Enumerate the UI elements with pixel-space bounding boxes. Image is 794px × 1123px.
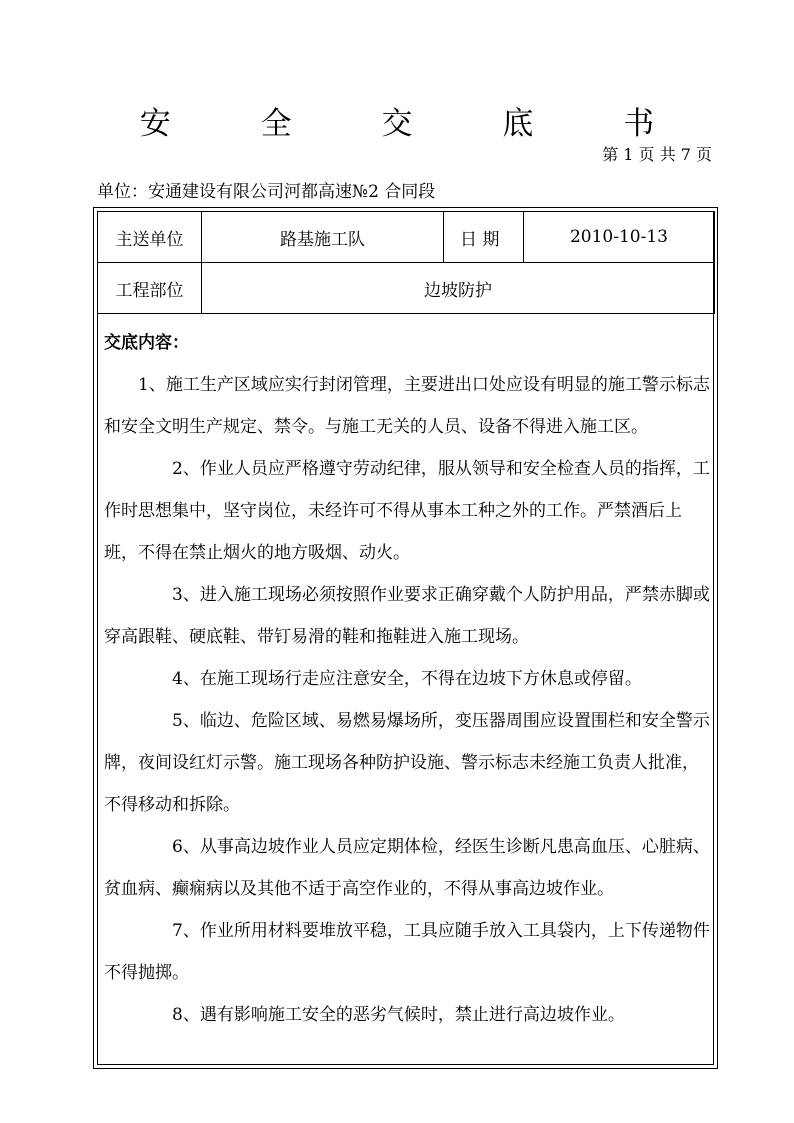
sender-label: 主送单位: [98, 212, 202, 263]
content-item-1: 1、施工生产区域应实行封闭管理，主要进出口处应设有明显的施工警示标志和安全文明生产规定、禁令。与施工无关的人员、设备不得进入施工区。: [104, 375, 710, 437]
location-value: 边坡防护: [202, 263, 715, 314]
table-row-sender: [98, 212, 715, 263]
info-table: [97, 211, 715, 314]
page-info: 第 1 页 共 7 页: [602, 145, 712, 164]
content-item-7: 7、作业所用材料要堆放平稳，工具应随手放入工具袋内，上下传递物件不得抛掷。: [104, 921, 710, 983]
content-label: 交底内容：: [104, 333, 189, 353]
content-body: [104, 364, 710, 1036]
content-item-8: 8、遇有影响施工安全的恶劣气候时，禁止进行高边坡作业。: [172, 1005, 625, 1025]
content-item-2: 2、作业人员应严格遵守劳动纪律，服从领导和安全检查人员的指挥，工作时思想集中，坚守岗位，未经许可不得从事本工种之外的工作。严禁酒后上班，不得在禁止烟火的地方吸烟、动火。: [104, 459, 710, 563]
date-label: 日 期: [444, 212, 524, 263]
content-item-5: 5、临边、危险区域、易燃易爆场所，变压器周围应设置围栏和安全警示牌，夜间设红灯示警。施工现场各种防护设施、警示标志未经施工负责人批准，不得移动和拆除。: [104, 711, 710, 815]
content-item-4: 4、在施工现场行走应注意安全，不得在边坡下方休息或停留。: [172, 669, 642, 689]
content-item-6: 6、从事高边坡作业人员应定期体检，经医生诊断凡患高血压、心脏病、贫血病、癫痫病以及其他不适于高空作业的，不得从事高边坡作业。: [104, 837, 710, 899]
table-row-location: [98, 263, 715, 314]
date-value: 2010-10-13: [524, 212, 715, 263]
content-item-3: 3、进入施工现场必须按照作业要求正确穿戴个人防护用品，严禁赤脚或穿高跟鞋、硬底鞋、带钉易滑的鞋和拖鞋进入施工现场。: [104, 585, 710, 647]
unit-line: 单位：安通建设有限公司河都高速№2 合同段: [97, 182, 436, 202]
sender-value: 路基施工队: [202, 212, 444, 263]
location-label: 工程部位: [98, 263, 202, 314]
document-title: 安 全 交 底 书: [139, 106, 695, 142]
